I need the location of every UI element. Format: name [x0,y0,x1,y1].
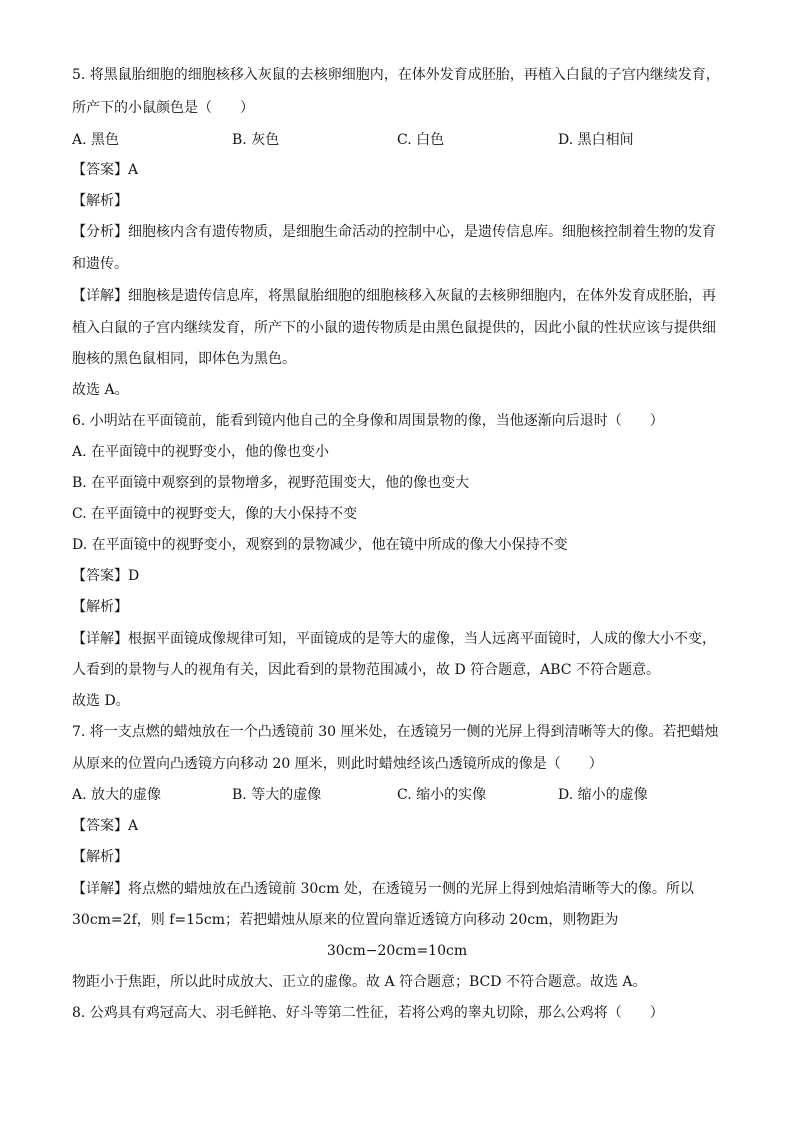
q5-option-b: B. 灰色 [232,132,280,148]
q5-detail-line2: 植入白鼠的子宫内继续发育，所产下的小鼠的遗传物质是由黑色鼠提供的，因此小鼠的性状应该与提供细 [72,320,716,336]
q8-stem-line1: 8. 公鸡具有鸡冠高大、羽毛鲜艳、好斗等第二性征，若将公鸡的睾丸切除，那么公鸡将（ ） [72,1005,664,1021]
q5-analysis-title: 【解析】 [72,193,128,209]
q5-conclusion: 故选 A。 [72,382,129,398]
q7-stem-line2: 从原来的位置向凸透镜方向移动 20 厘米，则此时蜡烛经该凸透镜所成的像是（ ） [72,756,603,772]
q5-detail-line1: 【详解】细胞核是遗传信息库，将黑鼠胎细胞的细胞核移入灰鼠的去核卵细胞内，在体外发育成胚胎，再 [72,288,716,304]
q7-detail-line3: 物距小于焦距，所以此时成放大、正立的虚像。故 A 符合题意；BCD 不符合题意。故选 A。 [72,974,647,990]
q5-option-d: D. 黑白相间 [558,132,634,148]
q7-option-d: D. 缩小的虚像 [558,787,648,803]
q7-detail-line1: 【详解】将点燃的蜡烛放在凸透镜前 30cm 处，在透镜另一侧的光屏上得到烛焰清晰等大的像。所以 [72,881,694,897]
q6-answer: 【答案】D [72,568,140,584]
q7-detail-line2: 30cm=2f，则 f=15cm；若把蜡烛从原来的位置向靠近透镜方向移动 20cm，则物距为 [72,912,619,928]
q5-stem-line1: 5. 将黑鼠胎细胞的细胞核移入灰鼠的去核卵细胞内，在体外发育成胚胎，再植入白鼠的子宫内继续发育， [72,67,720,83]
q5-detail-line3: 胞核的黑色鼠相同，即体色为黑色。 [72,351,296,367]
q6-detail-line2: 人看到的景物与人的视角有关，因此看到的景物范围减小，故 D 符合题意，ABC 不符合题意。 [72,662,660,678]
q5-option-c: C. 白色 [397,132,445,148]
q6-detail-line1: 【详解】根据平面镜成像规律可知，平面镜成的是等大的虚像，当人远离平面镜时，人成的像大小不变， [72,631,716,647]
q7-option-c: C. 缩小的实像 [397,787,487,803]
q6-option-d: D. 在平面镜中的视野变小，观察到的景物减少，他在镜中所成的像大小保持不变 [72,537,568,553]
q6-option-a: A. 在平面镜中的视野变小，他的像也变小 [72,444,330,460]
q6-option-c: C. 在平面镜中的视野变大，像的大小保持不变 [72,506,358,522]
q7-stem-line1: 7. 将一支点燃的蜡烛放在一个凸透镜前 30 厘米处，在透镜另一侧的光屏上得到清晰等大的像。若把蜡烛 [72,724,719,740]
q7-formula: 30cm−20cm=10cm [326,943,468,959]
q6-conclusion: 故选 D。 [72,693,130,709]
q5-answer: 【答案】A [72,162,139,178]
q7-option-b: B. 等大的虚像 [232,787,322,803]
q5-fenxi-line1: 【分析】细胞核内含有遗传物质，是细胞生命活动的控制中心，是遗传信息库。细胞核控制着生物的发育 [72,224,716,240]
q6-stem-line1: 6. 小明站在平面镜前，能看到镜内他自己的全身像和周围景物的像，当他逐渐向后退时（ ） [72,413,664,429]
q5-fenxi-line2: 和遗传。 [72,256,128,272]
q5-stem-line2: 所产下的小鼠颜色是（ ） [72,100,254,116]
q7-option-a: A. 放大的虚像 [72,787,162,803]
q7-answer: 【答案】A [72,818,139,834]
q5-options [72,131,732,149]
q7-options [72,786,732,804]
q6-analysis-title: 【解析】 [72,599,128,615]
q6-option-b: B. 在平面镜中观察到的景物增多，视野范围变大，他的像也变大 [72,475,470,491]
q7-analysis-title: 【解析】 [72,849,128,865]
q5-option-a: A. 黑色 [72,132,120,148]
